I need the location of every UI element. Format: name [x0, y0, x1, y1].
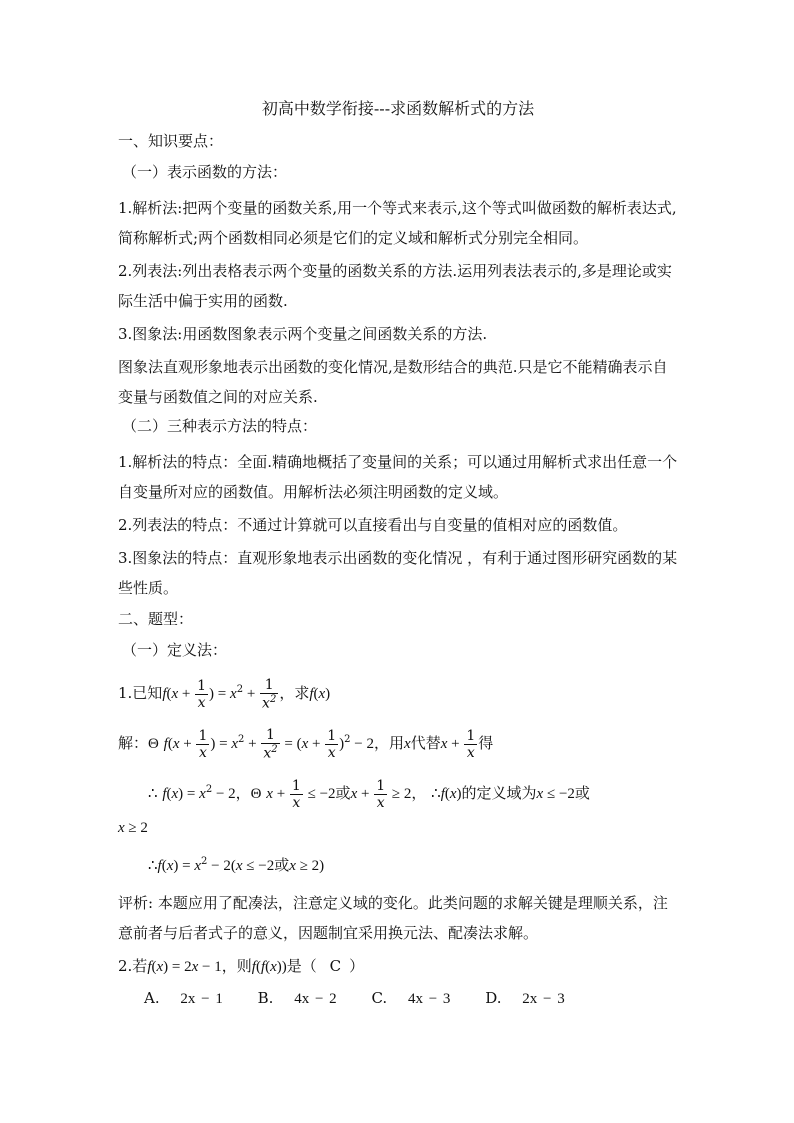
subsection-definition: （一）定义法：: [122, 641, 228, 659]
comment-paragraph: 评析: 本题应用了配凑法，注意定义域的变化。此类问题的求解关键是理顺关系，注意前者与后者式子的意义，因题制宜采用换元法、配凑法求解。: [118, 894, 668, 942]
paragraph-graph-feature: 3.图象法的特点：直观形象地表示出函数的变化情况 ，有利于通过图形研究函数的某些性质。: [118, 549, 678, 597]
paragraph-graph-explain: 图象法直观形象地表示出函数的变化情况,是数形结合的典范.只是它不能精确表示自变量与函数值之间的对应关系.: [118, 358, 668, 406]
paragraph-analytic-feature: 1.解析法的特点：全面.精确地概括了变量间的关系；可以通过用解析式求出任意一个自变量所对应的函数值。用解析法必须注明函数的定义域。: [118, 453, 678, 501]
document-page: [118, 96, 678, 1009]
solution-line-1: 解：Θ f(x + $\frac{1}{x}$ ) = $x^2$ + $\frac{1}{x^2}$ = (x + $\frac{1}{x}$ )$^2$ − 2，用x代替x + $\frac{1}{x}$ 得: [118, 726, 494, 762]
subsection-features: （二）三种表示方法的特点：: [122, 417, 318, 435]
solution-line-2: ∴ $f(x) = x^2 - 2$，Θ x + $\frac{1}{x}$ ≤ −2或x + $\frac{1}{x}$ ≥ 2， ∴f(x)的定义域为x ≤ −2或: [148, 777, 590, 811]
question-1: 1.已知f(x + $\frac{1}{x}$ ) = $x^2$ + $\frac{1}{x^2}$ ，求f(x): [118, 676, 331, 712]
choice-c: C. 4x − 3: [371, 989, 451, 1007]
paragraph-graph-method: 3.图象法:用函数图象表示两个变量之间函数关系的方法.: [118, 325, 488, 343]
section-heading-types: 二、题型：: [118, 610, 194, 628]
choice-a: A. 2x − 1: [144, 989, 223, 1007]
paragraph-table-method: 2.列表法:列出表格表示两个变量的函数关系的方法.运用列表法表示的,多是理论或实际生活中偏于实用的函数.: [118, 262, 672, 310]
solution-line-3: ∴f(x) = $x^2 - 2(x \le -2$或x ≥ 2): [148, 856, 325, 874]
section-heading-knowledge: 一、知识要点：: [118, 132, 224, 150]
paragraph-analytic-method: 1.解析法:把两个变量的函数关系,用一个等式来表示,这个等式叫做函数的解析表达式,简称解析式;两个函数相同必须是它们的定义域和解析式分别完全相同。: [118, 199, 677, 247]
paragraph-table-feature: 2.列表法的特点：不通过计算就可以直接看出与自变量的值相对应的函数值。: [118, 516, 628, 534]
solution-line-2-continued: x ≥ 2: [118, 820, 148, 836]
choice-d: D. 2x − 3: [485, 989, 565, 1007]
answer-letter: C: [329, 957, 342, 975]
question-2: 2.若f(x) = 2x − 1，则f(f(x))是（ C ）: [118, 957, 365, 975]
subsection-methods: （一）表示函数的方法：: [122, 163, 288, 181]
page-title: 初高中数学衔接---求函数解析式的方法: [261, 99, 535, 118]
choice-b: B. 4x − 2: [257, 989, 337, 1007]
answer-choices: [118, 988, 678, 1009]
